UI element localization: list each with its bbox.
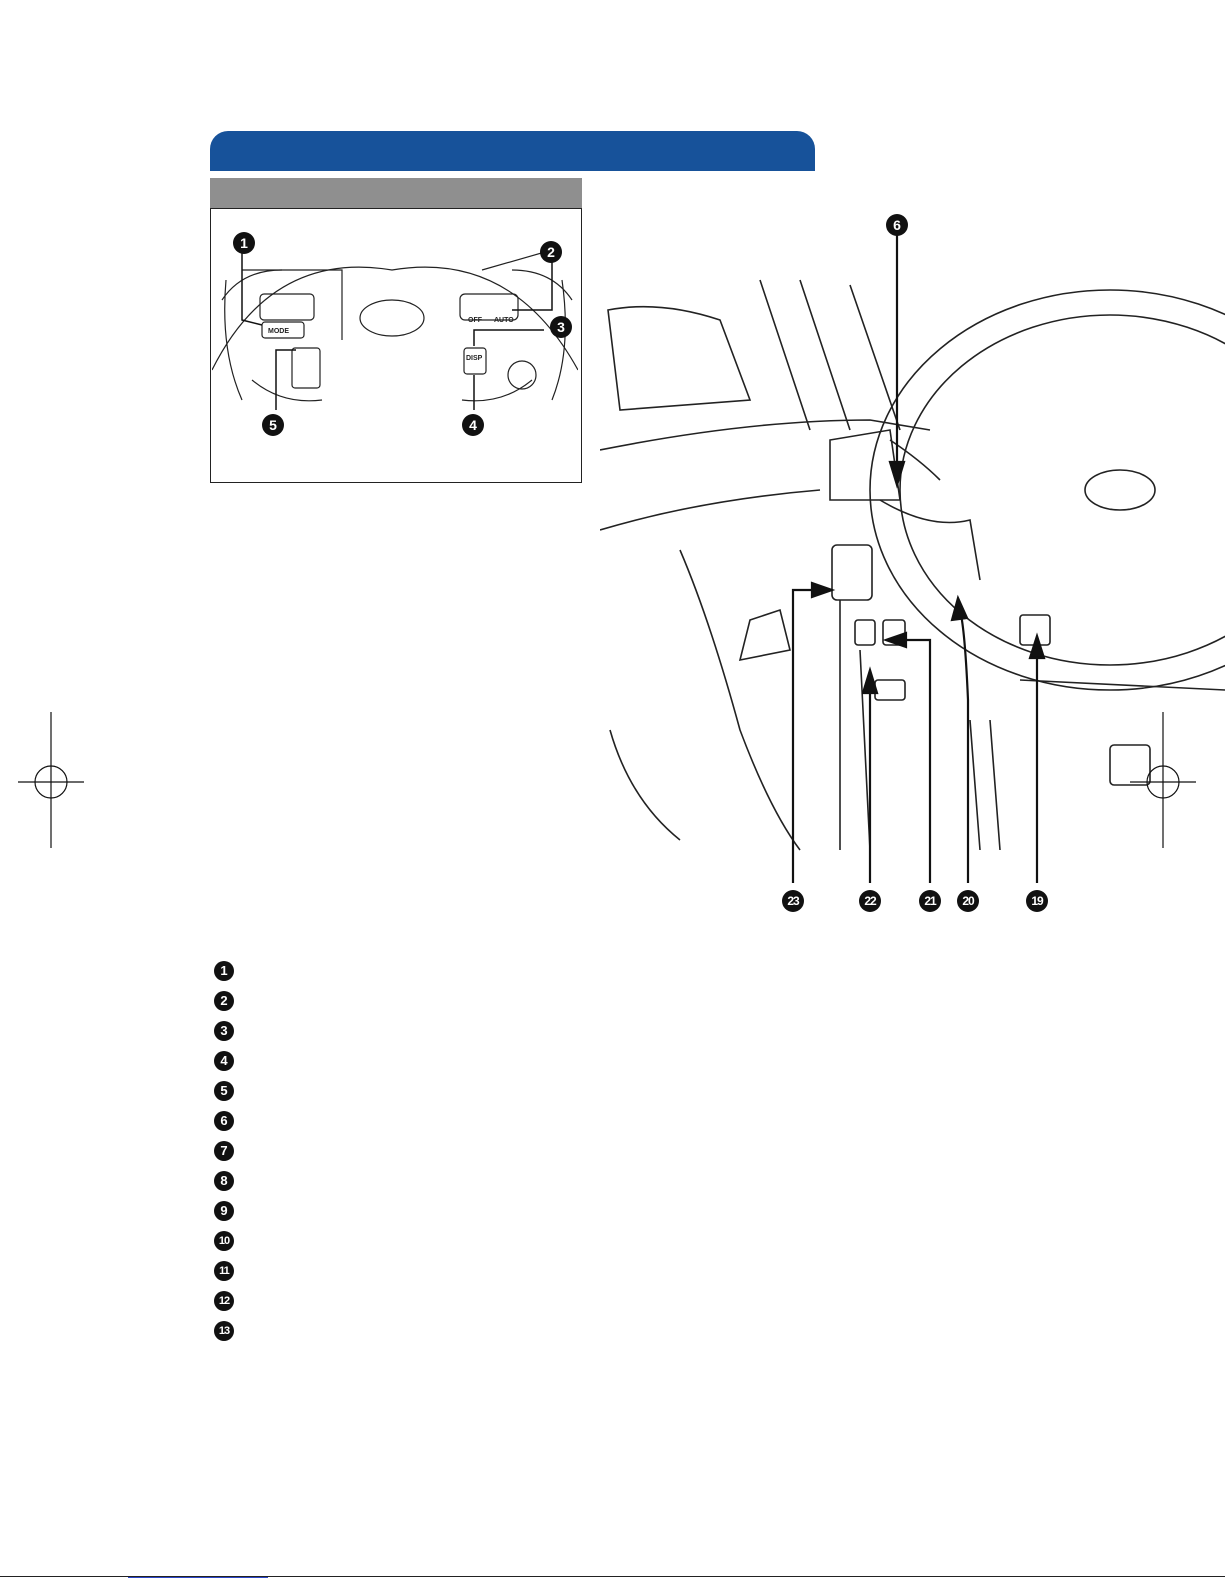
inset-callout-2: 2	[540, 241, 562, 263]
legend-number: 4	[214, 1051, 234, 1071]
inset-callout-4: 4	[462, 414, 484, 436]
legend-number: 3	[214, 1021, 234, 1041]
off-label: OFF	[468, 317, 482, 324]
steering-wheel-controls-inset	[212, 210, 578, 480]
inset-callout-3: 3	[550, 316, 572, 338]
legend-number: 11	[214, 1261, 234, 1281]
legend-number: 2	[214, 991, 234, 1011]
diagram-callout-23: 23	[782, 890, 804, 912]
legend-number: 5	[214, 1081, 234, 1101]
crop-mark-left	[18, 712, 84, 848]
legend-number: 7	[214, 1141, 234, 1161]
section-banner	[210, 131, 815, 171]
inset-callout-5: 5	[262, 414, 284, 436]
legend-number: 12	[214, 1291, 234, 1311]
legend-number: 1	[214, 961, 234, 981]
diagram-callout-6: 6	[886, 214, 908, 236]
legend-number: 10	[214, 1231, 234, 1251]
legend-number: 13	[214, 1321, 234, 1341]
legend-number: 9	[214, 1201, 234, 1221]
mode-label: MODE	[268, 328, 289, 335]
inset-callout-1: 1	[233, 232, 255, 254]
disp-label: DISP	[466, 355, 483, 362]
diagram-callout-22: 22	[859, 890, 881, 912]
diagram-callout-20: 20	[957, 890, 979, 912]
diagram-callout-21: 21	[919, 890, 941, 912]
auto-label: AUTO	[494, 317, 514, 324]
legend-number: 6	[214, 1111, 234, 1131]
inset-header-bar	[210, 178, 582, 208]
diagram-callout-19: 19	[1026, 890, 1048, 912]
crop-mark-right	[1130, 712, 1196, 848]
legend-number: 8	[214, 1171, 234, 1191]
footer-link-underline[interactable]	[128, 1577, 268, 1578]
